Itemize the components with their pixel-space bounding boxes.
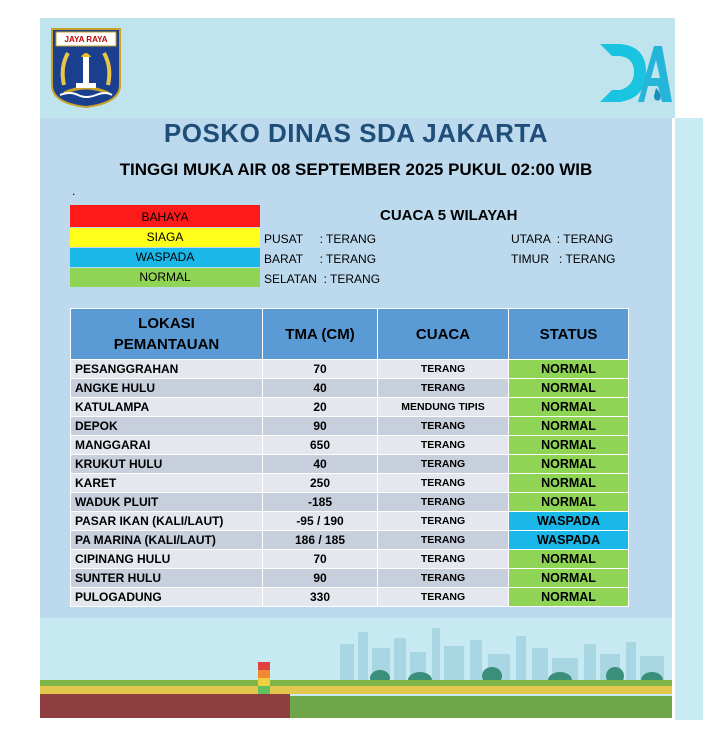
cell-tma: 70 (263, 360, 378, 379)
cell-lokasi: WADUK PLUIT (71, 493, 263, 512)
header-lokasi-line1: LOKASI (138, 315, 195, 332)
table-row (71, 588, 629, 607)
page-subtitle: TINGGI MUKA AIR 08 SEPTEMBER 2025 PUKUL 02:00 WIB (119, 160, 593, 179)
cell-cuaca: TERANG (378, 569, 509, 588)
cell-status: WASPADA (509, 531, 629, 550)
cell-lokasi: PA MARINA (KALI/LAUT) (71, 531, 263, 550)
cell-lokasi: KATULAMPA (71, 398, 263, 417)
table-row (71, 398, 629, 417)
jakarta-coat-of-arms-icon (50, 27, 122, 109)
cell-tma: 90 (263, 569, 378, 588)
cell-status: NORMAL (509, 588, 629, 607)
cell-status: NORMAL (509, 550, 629, 569)
header-lokasi-line2: PEMANTAUAN (113, 336, 220, 353)
table-header-row (71, 309, 629, 360)
table-row (71, 493, 629, 512)
legend-waspada: WASPADA (70, 248, 260, 267)
weather-utara: UTARA : TERANG (511, 232, 614, 246)
header-cuaca: CUACA (378, 309, 509, 360)
table-row (71, 550, 629, 569)
cell-tma: 90 (263, 417, 378, 436)
cell-cuaca: TERANG (378, 512, 509, 531)
cell-cuaca: MENDUNG TIPIS (378, 398, 509, 417)
cell-cuaca: TERANG (378, 493, 509, 512)
cell-lokasi: KRUKUT HULU (71, 455, 263, 474)
cell-lokasi: SUNTER HULU (71, 569, 263, 588)
table-row (71, 531, 629, 550)
cell-lokasi: DEPOK (71, 417, 263, 436)
cell-cuaca: TERANG (378, 474, 509, 493)
city-landscape-illustration (40, 618, 672, 718)
legend-normal: NORMAL (70, 268, 260, 287)
cell-lokasi: ANGKE HULU (71, 379, 263, 398)
cell-status: NORMAL (509, 474, 629, 493)
legend-bahaya: BAHAYA (70, 205, 260, 227)
cell-cuaca: TERANG (378, 379, 509, 398)
cell-lokasi: PULOGADUNG (71, 588, 263, 607)
header-band (40, 18, 675, 118)
legend-siaga: SIAGA (70, 228, 260, 247)
cell-cuaca: TERANG (378, 531, 509, 550)
cell-lokasi: KARET (71, 474, 263, 493)
cell-tma: -95 / 190 (263, 512, 378, 531)
weather-barat: BARAT : TERANG (264, 252, 377, 266)
logo-motto: JAYA RAYA (64, 35, 108, 44)
cell-tma: 186 / 185 (263, 531, 378, 550)
weather-title: CUACA 5 WILAYAH (380, 207, 518, 224)
table-row (71, 569, 629, 588)
table-row (71, 379, 629, 398)
cell-status: NORMAL (509, 379, 629, 398)
cell-tma: 40 (263, 379, 378, 398)
cell-tma: 40 (263, 455, 378, 474)
table-row (71, 360, 629, 379)
header-tma: TMA (CM) (263, 309, 378, 360)
cell-status: NORMAL (509, 436, 629, 455)
cell-tma: 20 (263, 398, 378, 417)
cell-cuaca: TERANG (378, 360, 509, 379)
header-lokasi (71, 309, 263, 360)
table-row (71, 436, 629, 455)
weather-selatan: SELATAN : TERANG (264, 272, 381, 286)
cell-tma: 650 (263, 436, 378, 455)
cell-lokasi: PESANGGRAHAN (71, 360, 263, 379)
cell-cuaca: TERANG (378, 417, 509, 436)
dot-mark: . (72, 184, 76, 198)
table-row (71, 455, 629, 474)
cell-lokasi: PASAR IKAN (KALI/LAUT) (71, 512, 263, 531)
table-row (71, 512, 629, 531)
table-row (71, 417, 629, 436)
cell-cuaca: TERANG (378, 436, 509, 455)
cell-status: NORMAL (509, 360, 629, 379)
cell-status: NORMAL (509, 455, 629, 474)
cell-tma: 330 (263, 588, 378, 607)
cell-cuaca: TERANG (378, 455, 509, 474)
sda-logo-icon (596, 36, 678, 108)
water-level-table (70, 308, 629, 607)
cell-tma: 250 (263, 474, 378, 493)
cell-cuaca: TERANG (378, 550, 509, 569)
page-title: POSKO DINAS SDA JAKARTA (163, 118, 549, 148)
cell-status: NORMAL (509, 569, 629, 588)
weather-pusat: PUSAT : TERANG (264, 232, 377, 246)
cell-status: WASPADA (509, 512, 629, 531)
table-row (71, 474, 629, 493)
cell-status: NORMAL (509, 417, 629, 436)
cell-tma: 70 (263, 550, 378, 569)
cell-lokasi: MANGGARAI (71, 436, 263, 455)
cell-tma: -185 (263, 493, 378, 512)
cell-cuaca: TERANG (378, 588, 509, 607)
header-status: STATUS (509, 309, 629, 360)
cell-status: NORMAL (509, 398, 629, 417)
weather-timur: TIMUR : TERANG (511, 252, 616, 266)
right-strip (675, 118, 703, 720)
cell-status: NORMAL (509, 493, 629, 512)
cell-lokasi: CIPINANG HULU (71, 550, 263, 569)
